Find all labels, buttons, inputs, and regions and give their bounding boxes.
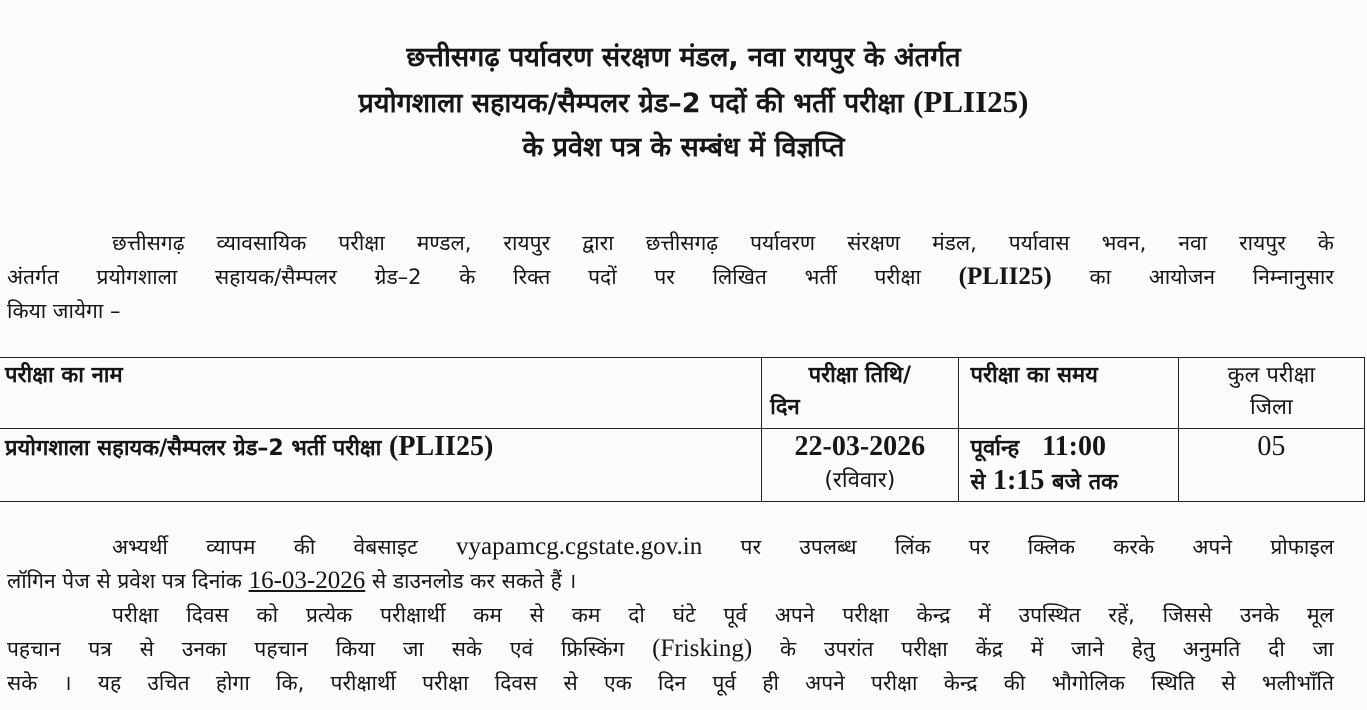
word: को xyxy=(256,603,279,627)
word: द्वारा xyxy=(582,231,614,255)
header-exam-time: परीक्षा का समय xyxy=(958,358,1178,429)
word: उपस्थित xyxy=(1018,603,1081,627)
word: रायपुर xyxy=(503,231,551,255)
word: अपने xyxy=(774,603,815,627)
word: वेबसाइट xyxy=(353,535,418,559)
admit-line-2-post: से डाउनलोड कर सकते हैं । xyxy=(371,569,577,593)
word: पर xyxy=(740,535,762,559)
word: छत्तीसगढ़ xyxy=(112,231,185,255)
word: से xyxy=(563,671,578,695)
exam-code: (PLII25) xyxy=(389,431,494,462)
word: जा xyxy=(1312,637,1334,661)
notice-heading xyxy=(0,36,1367,170)
heading-exam-code: (PLII25) xyxy=(913,84,1029,119)
word: यह xyxy=(97,671,122,695)
time-suffix: बजे तक xyxy=(1052,470,1119,495)
word: दिन xyxy=(657,671,687,695)
word: मण्डल, xyxy=(416,231,472,255)
word: किया xyxy=(335,637,375,661)
table-row xyxy=(0,429,1365,502)
time-prefix: पूर्वान्ह xyxy=(970,436,1020,461)
time-mid: से xyxy=(970,470,986,495)
word: । xyxy=(63,671,72,695)
intro-line-2 xyxy=(7,260,1334,294)
word: रायपुर xyxy=(1239,231,1286,255)
word: भवन, xyxy=(1101,231,1147,255)
word: ग्रेड–2 xyxy=(374,265,422,289)
exam-date: 22-03-2026 xyxy=(794,431,926,462)
word: परीक्षार्थी xyxy=(380,603,446,627)
reporting-line-1 xyxy=(7,598,1334,632)
word: पूर्व xyxy=(723,603,748,627)
word: दिवस xyxy=(186,603,229,627)
word: पर xyxy=(654,265,675,289)
word: कम xyxy=(473,603,502,627)
word: सके xyxy=(451,637,483,661)
word: उपरांत xyxy=(824,637,874,661)
word: का xyxy=(1089,265,1112,289)
word: एक xyxy=(603,671,632,695)
word: प्रत्येक xyxy=(305,603,353,627)
word: पर्यावास xyxy=(1008,231,1070,255)
word: पर xyxy=(968,535,990,559)
word: अपने xyxy=(805,671,845,695)
word: में xyxy=(1030,637,1044,661)
word: की xyxy=(1003,671,1026,695)
exam-name-text: प्रयोगशाला सहायक/सैम्पलर ग्रेड–2 भर्ती परीक्षा xyxy=(5,436,382,461)
word: पदों xyxy=(588,265,617,289)
word: जाने xyxy=(1071,637,1104,661)
word: पत्र xyxy=(88,637,112,661)
word: हेतु xyxy=(1131,637,1155,661)
word: घंटे xyxy=(672,603,696,627)
header-exam-name: परीक्षा का नाम xyxy=(0,358,762,429)
intro-paragraph xyxy=(7,226,1334,328)
word: रहें, xyxy=(1108,603,1135,627)
time-end: 1:15 xyxy=(993,465,1045,496)
reporting-line-3 xyxy=(7,666,1334,700)
word: परीक्षा xyxy=(422,671,469,695)
word: नवा xyxy=(1178,231,1208,255)
heading-line-1: छत्तीसगढ़ पर्यावरण संरक्षण मंडल, नवा रायपुर के अंतर्गत xyxy=(406,42,961,73)
cell-exam-name xyxy=(0,429,762,502)
word: व्यावसायिक xyxy=(216,231,307,255)
heading-line-2-text: प्रयोगशाला सहायक/सैम्पलर ग्रेड–2 पदों की भर्ती परीक्षा xyxy=(358,88,904,119)
word: क्लिक xyxy=(1027,535,1075,559)
intro-line-3: किया जायेगा – xyxy=(7,299,121,323)
word: में xyxy=(978,603,991,627)
word: केंद्र xyxy=(975,637,1003,661)
word: से xyxy=(1221,671,1236,695)
word: लिंक xyxy=(894,535,931,559)
heading-line-3: के प्रवेश पत्र के सम्बंध में विज्ञप्ति xyxy=(522,132,845,163)
admit-card-paragraph xyxy=(7,530,1334,598)
word: आयोजन xyxy=(1148,265,1216,289)
website-url: vyapamcg.cgstate.gov.in xyxy=(456,533,703,560)
word: कि, xyxy=(276,671,305,695)
word: होगा xyxy=(215,671,250,695)
header-districts-line-1: कुल परीक्षा xyxy=(1227,363,1316,388)
word: सहायक/सैम्पलर xyxy=(215,265,337,289)
word: लिखित xyxy=(712,265,767,289)
word: सके xyxy=(7,671,38,695)
word: भलीभॉंति xyxy=(1261,671,1334,695)
word: के xyxy=(1317,231,1334,255)
word: प्रोफाइल xyxy=(1270,535,1334,559)
table-header-row xyxy=(0,358,1365,429)
admit-line-1 xyxy=(7,530,1334,564)
word: केन्द्र xyxy=(943,671,978,695)
word: एवं xyxy=(509,637,534,661)
word: के xyxy=(780,637,797,661)
word: पहचान xyxy=(254,637,308,661)
word: उनके xyxy=(1239,603,1280,627)
word: अभ्यर्थी xyxy=(112,535,168,559)
admit-line-2-pre: लॉगिन पेज से प्रवेश पत्र दिनांक xyxy=(7,569,242,593)
reporting-line-2 xyxy=(7,632,1334,666)
word: दो xyxy=(628,603,645,627)
word: संरक्षण xyxy=(847,231,901,255)
word: से xyxy=(529,603,544,627)
header-districts-line-2: जिला xyxy=(1250,395,1293,420)
word: परीक्षा xyxy=(112,603,159,627)
word: परीक्षा xyxy=(871,671,918,695)
word: दिवस xyxy=(494,671,538,695)
header-date-line-1: परीक्षा तिथि/ xyxy=(808,363,911,388)
word: के xyxy=(459,265,476,289)
word: भर्ती xyxy=(804,265,837,289)
word: की xyxy=(293,535,316,559)
word: पर्यावरण xyxy=(750,231,816,255)
district-count: 05 xyxy=(1257,431,1286,462)
word: पूर्व xyxy=(712,671,737,695)
word: दी xyxy=(1268,637,1285,661)
word: पहचान xyxy=(7,637,61,661)
word: परीक्षार्थी xyxy=(330,671,396,695)
word: जा xyxy=(402,637,424,661)
word: निम्नानुसार xyxy=(1252,265,1334,289)
word: करके xyxy=(1113,535,1155,559)
word: छत्तीसगढ़ xyxy=(645,231,719,255)
frisking-term: (Frisking) xyxy=(652,635,753,662)
exam-day: (रविवार) xyxy=(824,468,896,493)
word: से xyxy=(139,637,154,661)
word: उचित xyxy=(147,671,190,695)
word: फ्रिस्किंग xyxy=(561,637,625,661)
word: अंतर्गत xyxy=(7,265,59,289)
word: अनुमति xyxy=(1182,637,1241,661)
word: अपने xyxy=(1192,535,1233,559)
word: ही xyxy=(762,671,779,695)
word: मूल xyxy=(1306,603,1334,627)
cell-districts xyxy=(1178,429,1364,502)
admit-line-2 xyxy=(7,564,1334,598)
download-date: 16-03-2026 xyxy=(248,567,366,594)
word: भौगोलिक xyxy=(1051,671,1125,695)
word: जिससे xyxy=(1162,603,1213,627)
intro-exam-code: (PLII25) xyxy=(958,263,1052,290)
word: परीक्षा xyxy=(901,637,948,661)
intro-line-1 xyxy=(7,226,1334,260)
cell-exam-date xyxy=(762,429,958,502)
cell-exam-time xyxy=(958,429,1178,502)
header-exam-date xyxy=(762,358,958,429)
word: परीक्षा xyxy=(842,603,889,627)
word: स्थिति xyxy=(1151,671,1196,695)
word: परीक्षा xyxy=(874,265,921,289)
word: कम xyxy=(571,603,601,627)
word: केन्द्र xyxy=(916,603,951,627)
word: प्रयोगशाला xyxy=(96,265,178,289)
header-districts xyxy=(1178,358,1364,429)
reporting-paragraph xyxy=(7,598,1334,700)
exam-schedule-table xyxy=(0,357,1365,502)
word: उपलब्ध xyxy=(799,535,857,559)
word: परीक्षा xyxy=(338,231,385,255)
word: व्यापम xyxy=(206,535,256,559)
header-date-line-2: दिन xyxy=(770,395,800,420)
word: मंडल, xyxy=(932,231,977,255)
word: उनका xyxy=(181,637,227,661)
heading-line-2 xyxy=(20,80,1367,126)
time-start: 11:00 xyxy=(1042,431,1106,462)
word: रिक्त xyxy=(513,265,551,289)
